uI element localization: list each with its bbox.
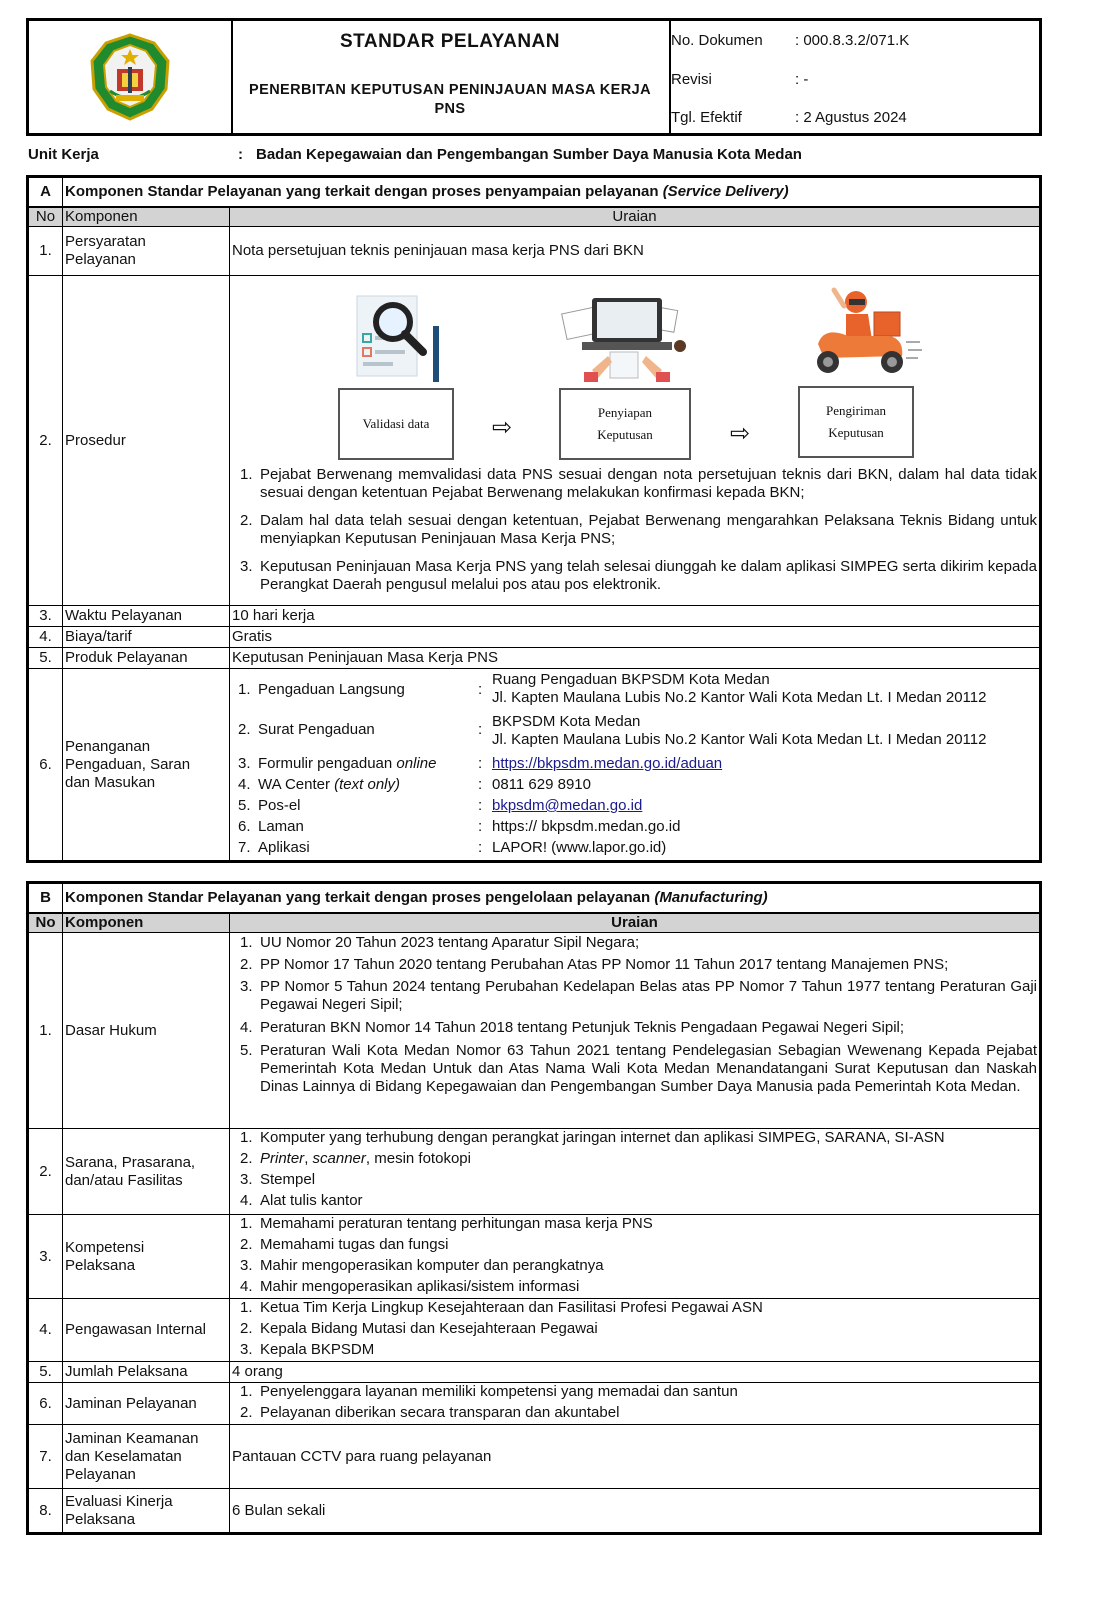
komponen-line: dan/atau Fasilitas: [65, 1171, 183, 1189]
table-row: [29, 669, 1040, 861]
list-item: 2. Memahami tugas dan fungsi: [240, 1236, 449, 1253]
row-uraian: Keputusan Peninjauan Masa Kerja PNS: [230, 648, 1040, 669]
item-label: Pengaduan Langsung: [258, 681, 405, 698]
item-no: 6.: [238, 818, 251, 835]
item-text: Mahir mengoperasikan komputer dan perangkatnya: [260, 1257, 604, 1274]
row-uraian: 4 orang: [230, 1362, 1040, 1383]
list-item: 1. Ketua Tim Kerja Lingkup Kesejahteraan dan Fasilitasi Profesi Pegawai ASN: [240, 1299, 763, 1316]
item-no: 4.: [238, 776, 251, 793]
item-sep: :: [478, 755, 483, 772]
row-komponen: [63, 227, 230, 276]
item-label: Surat Pengaduan: [258, 721, 375, 738]
list-item: 4. Alat tulis kantor: [240, 1192, 363, 1209]
row-no: 3.: [29, 606, 63, 627]
item-text: UU Nomor 20 Tahun 2023 tentang Aparatur Sipil Negara;: [260, 934, 640, 951]
list-item: 2. Pelayanan diberikan secara transparan dan akuntabel: [240, 1404, 620, 1421]
item-value: [492, 707, 1037, 749]
value-line: Ruang Pengaduan BKPSDM Kota Medan: [492, 671, 770, 688]
table-row: [29, 606, 1040, 627]
title-cell: [231, 21, 671, 133]
table-row: [29, 1215, 1040, 1299]
email-link[interactable]: bkpsdm@medan.go.id: [492, 797, 643, 814]
komponen-line: Pelayanan: [65, 251, 136, 268]
meta-revisi: [671, 71, 808, 88]
column-header-row: [29, 913, 1040, 933]
item-label: Aplikasi: [258, 839, 310, 856]
list-item: 4. Mahir mengoperasikan aplikasi/sistem informasi: [240, 1278, 580, 1295]
section-b-table: [26, 881, 1042, 1535]
label-em: (text only): [334, 776, 400, 793]
row-no: 8.: [29, 1489, 63, 1533]
section-letter: A: [29, 178, 63, 208]
column-header-row: [29, 207, 1040, 227]
row-no: 4.: [29, 627, 63, 648]
value-line: BKPSDM Kota Medan: [492, 713, 641, 730]
komponen-line: dan Masukan: [65, 773, 156, 791]
row-komponen: [63, 1425, 230, 1489]
list-item: [232, 794, 1037, 815]
list-item: 1. Penyelenggara layanan memiliki kompetensi yang memadai dan santun: [240, 1383, 738, 1400]
list-item: 1. Pejabat Berwenang memvalidasi data PNS sesuai dengan nota persetujuan teknis dari BKN, dalam hal data tidak sesuai dengan ketentuan Pejabat Berwenang melakukan konfirmasi kepada BKN;: [240, 466, 1037, 501]
komponen-line: Evaluasi Kinerja: [65, 1492, 173, 1510]
dasar-hukum-list: [234, 934, 1037, 1096]
row-uraian: [230, 276, 1040, 606]
item-sep: :: [478, 818, 483, 835]
item-no: 7.: [238, 839, 251, 856]
row-uraian: 6 Bulan sekali: [230, 1489, 1040, 1533]
kota-medan-emblem-icon: [84, 31, 176, 123]
meta-label: Revisi: [671, 71, 712, 88]
section-title-em: (Manufacturing): [654, 889, 768, 906]
list-item: 2. Dalam hal data telah sesuai dengan ketentuan, Pejabat Berwenang mengarahkan Pelaksana Teknis Bidang untuk menyiapkan Keputusan Peninjauan Masa Kerja PNS;: [240, 512, 1037, 547]
row-no: 5.: [29, 648, 63, 669]
item-label: [258, 749, 478, 773]
item-no: 3.: [238, 755, 251, 772]
row-komponen: [63, 1215, 230, 1299]
item-em: scanner: [312, 1150, 366, 1167]
row-uraian: Gratis: [230, 627, 1040, 648]
col-no: No: [29, 207, 63, 227]
item-sep: :: [478, 721, 483, 738]
flow-step-label: Keputusan: [828, 425, 884, 440]
subtitle-line-2: PNS: [434, 101, 466, 117]
list-item: [232, 773, 1037, 794]
jaminan-list: [234, 1383, 1037, 1422]
flow-step-pengiriman: [798, 386, 914, 458]
item-text: Kepala BKPSDM: [260, 1341, 375, 1358]
table-row: [29, 627, 1040, 648]
row-no: 7.: [29, 1425, 63, 1489]
row-komponen: Pengawasan Internal: [63, 1299, 230, 1362]
komponen-line: Penanganan: [65, 737, 151, 755]
row-no: 1.: [29, 933, 63, 1129]
komponen-line: Pelaksana: [65, 1256, 136, 1274]
item-sep: :: [478, 839, 483, 856]
list-item: 2. Kepala Bidang Mutasi dan Kesejahteraan Pegawai: [240, 1320, 598, 1337]
document-magnifier-icon: [349, 290, 449, 385]
subtitle-line-1: PENERBITAN KEPUTUSAN PENINJAUAN MASA KERJA: [249, 82, 651, 98]
komponen-line: Persyaratan: [65, 233, 146, 250]
section-letter: B: [29, 884, 63, 914]
item-no: 1.: [238, 681, 251, 698]
item-no: 2.: [238, 721, 251, 738]
item-sep: ,: [304, 1150, 313, 1167]
flow-step-label: Pengiriman: [826, 403, 886, 418]
unit-kerja-label: Unit Kerja: [28, 146, 99, 163]
list-item: [232, 815, 1037, 836]
item-label: Pos-el: [258, 797, 301, 814]
section-title: [63, 884, 1040, 914]
label-text: WA Center: [258, 776, 335, 793]
list-item: 3. Stempel: [240, 1171, 316, 1188]
section-title-text: Komponen Standar Pelayanan yang terkait dengan proses pengelolaan pelayanan: [65, 889, 651, 906]
document-header: [26, 18, 1042, 136]
document-meta: [669, 21, 1039, 133]
logo-cell: [29, 21, 233, 133]
row-no: 2.: [29, 276, 63, 606]
row-uraian: [230, 1383, 1040, 1425]
item-text: Kepala Bidang Mutasi dan Kesejahteraan Pegawai: [260, 1320, 598, 1337]
unit-kerja-colon: :: [238, 146, 243, 163]
flow-step-label: Validasi data: [362, 416, 430, 431]
delivery-scooter-icon: [794, 282, 924, 382]
laptop-workspace-icon: [552, 290, 702, 385]
row-komponen: [63, 1489, 230, 1533]
row-no: 3.: [29, 1215, 63, 1299]
meta-no-dokumen: [671, 32, 909, 49]
komponen-line: Jaminan Keamanan: [65, 1429, 199, 1447]
table-row: [29, 648, 1040, 669]
row-komponen: Waktu Pelayanan: [63, 606, 230, 627]
item-no: 5.: [238, 797, 251, 814]
flow-arrow-icon: ⇨: [492, 414, 513, 441]
list-item: [232, 749, 1037, 773]
table-row: [29, 933, 1040, 1129]
item-text: , mesin fotokopi: [365, 1150, 471, 1167]
item-sep: :: [478, 681, 483, 698]
row-no: 1.: [29, 227, 63, 276]
list-item: 3. Mahir mengoperasikan komputer dan perangkatnya: [240, 1257, 604, 1274]
row-no: 2.: [29, 1129, 63, 1215]
item-text: Stempel: [260, 1171, 316, 1188]
col-komponen: Komponen: [63, 207, 230, 227]
label-em: online: [396, 755, 437, 772]
komponen-line: Pelaksana: [65, 1510, 136, 1528]
list-item: 1. Komputer yang terhubung dengan perangkat jaringan internet dan aplikasi SIMPEG, SARANA, SI-ASN: [240, 1129, 945, 1146]
section-a-table: [26, 175, 1042, 863]
flow-step-validasi: [338, 388, 454, 460]
row-uraian: [230, 1129, 1040, 1215]
table-row: [29, 1489, 1040, 1533]
row-uraian: [230, 1299, 1040, 1362]
komponen-line: dan Keselamatan: [65, 1447, 182, 1465]
row-uraian: 10 hari kerja: [230, 606, 1040, 627]
page-title: STANDAR PELAYANAN: [340, 31, 560, 52]
item-text: Alat tulis kantor: [260, 1192, 363, 1209]
aduan-link[interactable]: https://bkpsdm.medan.go.id/aduan: [492, 755, 723, 772]
item-text: Komputer yang terhubung dengan perangkat jaringan internet dan aplikasi SIMPEG, SARANA, SI-ASN: [260, 1129, 945, 1146]
section-title: [63, 178, 1040, 208]
meta-label: Tgl. Efektif: [671, 109, 742, 126]
kontak-list: [232, 671, 1037, 857]
komponen-line: Kompetensi: [65, 1238, 145, 1256]
row-komponen: Produk Pelayanan: [63, 648, 230, 669]
list-item: 3. PP Nomor 5 Tahun 2024 tentang Perubahan Kedelapan Belas atas PP Nomor 7 Tahun 1977 tentang Peraturan Gaji Pegawai Negeri Sipil;: [240, 978, 1037, 1013]
item-value: [492, 671, 1037, 707]
step-text: Dalam hal data telah sesuai dengan ketentuan, Pejabat Berwenang mengarahkan Pelaksana Teknis Bidang untuk menyiapkan Keputusan Peninjauan Masa Kerja PNS;: [260, 512, 1037, 547]
item-value: [492, 794, 1037, 815]
row-komponen: Prosedur: [63, 276, 230, 606]
sarana-list: [234, 1129, 1037, 1210]
komponen-line: Pelayanan: [65, 1465, 136, 1483]
section-title-em: (Service Delivery): [662, 183, 789, 200]
list-item: 2. Printer, scanner, mesin fotokopi: [240, 1150, 471, 1167]
list-item: [232, 671, 1037, 707]
unit-kerja-value: Badan Kepegawaian dan Pengembangan Sumber Daya Manusia Kota Medan: [256, 146, 802, 163]
meta-value: : 2 Agustus 2024: [795, 109, 907, 126]
item-text: Peraturan BKN Nomor 14 Tahun 2018 tentang Petunjuk Teknis Pengadaan Pegawai Negeri Sipil;: [260, 1019, 905, 1036]
table-row: [29, 1129, 1040, 1215]
item-sep: :: [478, 776, 483, 793]
row-uraian: Pantauan CCTV para ruang pelayanan: [230, 1425, 1040, 1489]
kompetensi-list: [234, 1215, 1037, 1296]
unit-kerja: [28, 146, 802, 163]
list-item: [232, 836, 1037, 857]
meta-tgl-efektif: [671, 109, 907, 126]
table-row: [29, 1362, 1040, 1383]
table-row: [29, 1425, 1040, 1489]
table-row: [29, 227, 1040, 276]
row-komponen: [63, 1129, 230, 1215]
flow-step-penyiapan: [559, 388, 691, 460]
komponen-line: Sarana, Prasarana,: [65, 1153, 196, 1171]
col-uraian: Uraian: [230, 913, 1040, 933]
item-text: PP Nomor 17 Tahun 2020 tentang Perubahan Atas PP Nomor 11 Tahun 2017 tentang Manajemen PNS;: [260, 956, 949, 973]
meta-value: : -: [795, 71, 809, 88]
row-komponen: Jumlah Pelaksana: [63, 1362, 230, 1383]
row-no: 4.: [29, 1299, 63, 1362]
row-uraian: [230, 669, 1040, 861]
list-item: 5. Peraturan Wali Kota Medan Nomor 63 Tahun 2021 tentang Pendelegasian Sebagian Wewenang Kepada Pejabat Pemerintah Kota Medan Untuk dan Atas Nama Wali Kota Medan Menandatangani Surat Keputusan dan Naskah Dinas Lainnya di Bidang Kepegawaian dan Pengembangan Sumber Daya Manusia pada Pemerintah Kota Medan.: [240, 1042, 1037, 1095]
item-em: Printer: [260, 1150, 305, 1167]
item-text: PP Nomor 5 Tahun 2024 tentang Perubahan Kedelapan Belas atas PP Nomor 7 Tahun 1977 tentang Peraturan Gaji Pegawai Negeri Sipil;: [260, 978, 1037, 1013]
row-no: 6.: [29, 1383, 63, 1425]
table-row: [29, 1383, 1040, 1425]
item-value: https:// bkpsdm.medan.go.id: [492, 818, 681, 835]
item-text: Pelayanan diberikan secara transparan dan akuntabel: [260, 1404, 620, 1421]
row-no: 6.: [29, 669, 63, 861]
item-text: Memahami tugas dan fungsi: [260, 1236, 449, 1253]
list-item: 3. Keputusan Peninjauan Masa Kerja PNS yang telah selesai diunggah ke dalam aplikasi SIMPEG serta dikirim kepada Perangkat Daerah pengusul melalui pos atau pos elektronik.: [240, 558, 1037, 593]
item-text: Penyelenggara layanan memiliki kompetensi yang memadai dan santun: [260, 1383, 738, 1400]
col-no: No: [29, 913, 63, 933]
row-komponen: [63, 669, 230, 861]
row-no: 5.: [29, 1362, 63, 1383]
value-line: Jl. Kapten Maulana Lubis No.2 Kantor Wali Kota Medan Lt. I Medan 20112: [492, 689, 987, 706]
procedure-steps: [234, 466, 1037, 594]
row-uraian: Nota persetujuan teknis peninjauan masa kerja PNS dari BKN: [230, 227, 1040, 276]
section-b-header: [29, 884, 1040, 914]
item-label: [258, 773, 478, 794]
list-item: 4. Peraturan BKN Nomor 14 Tahun 2018 tentang Petunjuk Teknis Pengadaan Pegawai Negeri Sipil;: [240, 1019, 905, 1036]
item-text: Ketua Tim Kerja Lingkup Kesejahteraan dan Fasilitasi Profesi Pegawai ASN: [260, 1299, 763, 1316]
section-title-text: Komponen Standar Pelayanan yang terkait dengan proses penyampaian pelayanan: [65, 183, 659, 200]
step-text: Pejabat Berwenang memvalidasi data PNS sesuai dengan nota persetujuan teknis dari BKN, dalam hal data tidak sesuai dengan ketentuan Pejabat Berwenang melakukan konfirmasi kepada BKN;: [260, 466, 1037, 501]
meta-value: : 000.8.3.2/071.K: [795, 32, 910, 49]
list-item: 3. Kepala BKPSDM: [240, 1341, 375, 1358]
procedure-flow: [234, 276, 1037, 466]
item-label: Laman: [258, 818, 304, 835]
item-text: Mahir mengoperasikan aplikasi/sistem informasi: [260, 1278, 580, 1295]
row-uraian: [230, 933, 1040, 1129]
col-uraian: Uraian: [230, 207, 1040, 227]
label-text: Formulir pengaduan: [258, 755, 397, 772]
meta-label: No. Dokumen: [671, 32, 763, 49]
flow-step-label: Penyiapan: [597, 405, 653, 420]
flow-step-label: Keputusan: [597, 427, 653, 442]
item-value: LAPOR! (www.lapor.go.id): [492, 839, 667, 856]
item-value: 0811 629 8910: [492, 776, 591, 793]
list-item: 1. UU Nomor 20 Tahun 2023 tentang Aparatur Sipil Negara;: [240, 934, 640, 951]
list-item: 1. Memahami peraturan tentang perhitungan masa kerja PNS: [240, 1215, 653, 1232]
komponen-line: Pengaduan, Saran: [65, 755, 191, 773]
item-text: Memahami peraturan tentang perhitungan masa kerja PNS: [260, 1215, 653, 1232]
table-row: [29, 1299, 1040, 1362]
step-text: Keputusan Peninjauan Masa Kerja PNS yang telah selesai diunggah ke dalam aplikasi SIMPEG serta dikirim kepada Perangkat Daerah pengusul melalui pos atau pos elektronik.: [260, 558, 1037, 593]
table-row: [29, 276, 1040, 606]
item-value: [492, 749, 1037, 773]
item-text: Peraturan Wali Kota Medan Nomor 63 Tahun 2021 tentang Pendelegasian Sebagian Wewenang Kepada Pejabat Pemerintah Kota Medan Untuk dan Atas Nama Wali Kota Medan Menandatangani Surat Keputusan dan Naskah Dinas Lainnya di Bidang Kepegawaian dan Pengembangan Sumber Daya Manusia pada Pemerintah Kota Medan.: [260, 1042, 1037, 1095]
pengawasan-list: [234, 1299, 1037, 1359]
row-komponen: Jaminan Pelayanan: [63, 1383, 230, 1425]
list-item: [232, 707, 1037, 749]
row-uraian: [230, 1215, 1040, 1299]
value-line: Jl. Kapten Maulana Lubis No.2 Kantor Wali Kota Medan Lt. I Medan 20112: [492, 731, 987, 748]
section-a-header: [29, 178, 1040, 208]
list-item: 2. PP Nomor 17 Tahun 2020 tentang Perubahan Atas PP Nomor 11 Tahun 2017 tentang Manajemen PNS;: [240, 956, 949, 973]
row-komponen: Biaya/tarif: [63, 627, 230, 648]
row-komponen: Dasar Hukum: [63, 933, 230, 1129]
col-komponen: Komponen: [63, 913, 230, 933]
item-sep: :: [478, 797, 483, 814]
page-subtitle: [231, 81, 669, 119]
flow-arrow-icon: ⇨: [730, 420, 751, 447]
